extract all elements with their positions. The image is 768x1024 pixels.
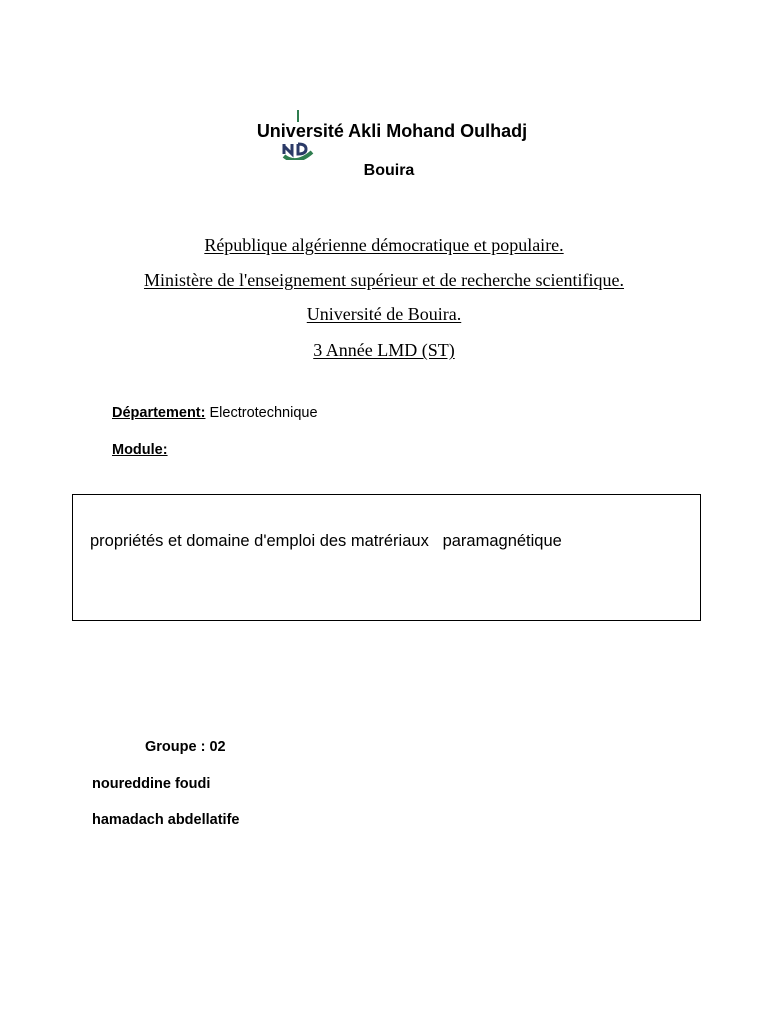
module-row — [112, 442, 168, 458]
group-number: Groupe : 02 — [145, 739, 226, 755]
department-label: Département: — [112, 405, 206, 421]
republic-line: République algérienne démocratique et populaire. — [204, 235, 564, 255]
subject-title: propriétés et domaine d'emploi des matrériaux paramagnétique — [90, 532, 562, 550]
module-label: Module: — [112, 442, 168, 458]
university-line: Université de Bouira. — [306, 304, 462, 324]
university-city: Bouira — [363, 162, 415, 179]
year-line: 3 Année LMD (ST) — [313, 340, 455, 360]
ministry-line: Ministère de l'enseignement supérieur et de recherche scientifique. — [143, 270, 625, 290]
department-value: Electrotechnique — [209, 405, 318, 421]
student-name: noureddine foudi — [92, 776, 211, 792]
university-name: Université Akli Mohand Oulhadj — [256, 121, 528, 141]
student-name: hamadach abdellatife — [92, 812, 240, 828]
subject-box — [72, 494, 701, 621]
department-row — [112, 405, 318, 421]
